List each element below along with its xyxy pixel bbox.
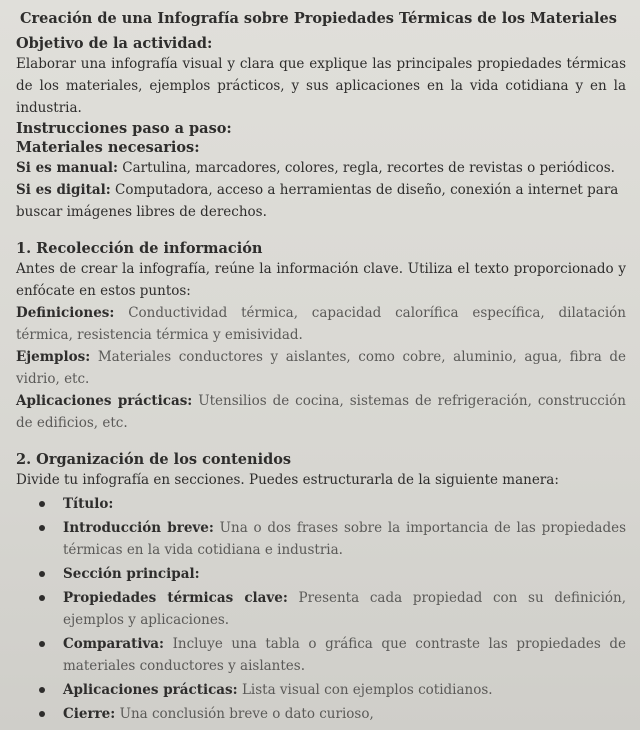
bullet-icon: [39, 595, 45, 601]
item-text: Utensilios de cocina, sistemas de refrigeración, construcción de edificios, etc.: [16, 393, 626, 431]
bullet-text: Incluye una tabla o gráfica que contraste las propiedades de materiales conductores y aislantes.: [63, 636, 626, 674]
section1-intro: Antes de crear la infografía, reúne la información clave. Utiliza el texto proporcionado y enfócate en estos puntos:: [16, 261, 626, 299]
section2-bullet-list: [16, 493, 626, 725]
materials-heading: Materiales necesarios:: [16, 139, 200, 156]
bullet-icon: [39, 687, 45, 693]
materials-digital: [16, 179, 626, 223]
item-label: Aplicaciones prácticas:: [16, 393, 193, 409]
section1-item: [16, 390, 626, 434]
list-item: [16, 587, 626, 631]
objective-heading: Objetivo de la actividad:: [16, 35, 213, 52]
bullet-icon: [39, 711, 45, 717]
bullet-text: Una o dos frases sobre la importancia de las propiedades térmicas en la vida cotidiana e industria.: [63, 520, 627, 558]
bullet-label: Sección principal:: [63, 566, 200, 582]
section1-item: [16, 346, 626, 390]
item-label: Ejemplos:: [16, 349, 91, 365]
bullet-icon: [39, 571, 45, 577]
section1-heading: 1. Recolección de información: [16, 240, 263, 257]
materials-manual: [16, 157, 626, 179]
manual-label: Si es manual:: [16, 160, 118, 176]
bullet-icon: [39, 525, 45, 531]
objective-text: Elaborar una infografía visual y clara que explique las principales propiedades térmicas de los materiales, ejemplos prácticos, y sus aplicaciones en la vida cotidiana y en la industria.: [16, 56, 626, 116]
item-text: Materiales conductores y aislantes, como cobre, aluminio, agua, fibra de vidrio, etc.: [16, 349, 627, 387]
list-item: [16, 679, 626, 701]
document-title: Creación de una Infografía sobre Propiedades Térmicas de los Materiales: [20, 10, 617, 27]
list-item: [16, 633, 626, 677]
bullet-label: Título:: [63, 496, 114, 512]
bullet-icon: [39, 641, 45, 647]
bullet-label: Aplicaciones prácticas:: [63, 682, 238, 698]
list-item: [16, 703, 626, 725]
bullet-text: Lista visual con ejemplos cotidianos.: [241, 682, 493, 698]
bullet-text: Presenta cada propiedad con su definición, ejemplos y aplicaciones.: [63, 590, 626, 628]
bullet-label: Propiedades térmicas clave:: [63, 590, 288, 606]
list-item: [16, 563, 626, 585]
digital-text: Computadora, acceso a herramientas de diseño, conexión a internet para buscar imágenes libres de derechos.: [16, 182, 619, 220]
digital-label: Si es digital:: [16, 182, 111, 198]
section2-intro: Divide tu infografía en secciones. Puedes estructurarla de la siguiente manera:: [16, 472, 559, 488]
list-item: [16, 493, 626, 515]
instructions-heading: Instrucciones paso a paso:: [16, 120, 232, 137]
bullet-icon: [39, 501, 45, 507]
section2-heading: 2. Organización de los contenidos: [16, 451, 292, 468]
item-label: Definiciones:: [16, 305, 115, 321]
bullet-text: Una conclusión breve o dato curioso,: [119, 706, 374, 722]
list-item: [16, 517, 626, 561]
bullet-label: Comparativa:: [63, 636, 165, 652]
bullet-label: Cierre:: [63, 706, 116, 722]
section1-item: [16, 302, 626, 346]
item-text: Conductividad térmica, capacidad calorífica específica, dilatación térmica, resistencia térmica y emisividad.: [16, 305, 626, 343]
manual-text: Cartulina, marcadores, colores, regla, recortes de revistas o periódicos.: [122, 160, 615, 176]
bullet-label: Introducción breve:: [63, 520, 214, 536]
